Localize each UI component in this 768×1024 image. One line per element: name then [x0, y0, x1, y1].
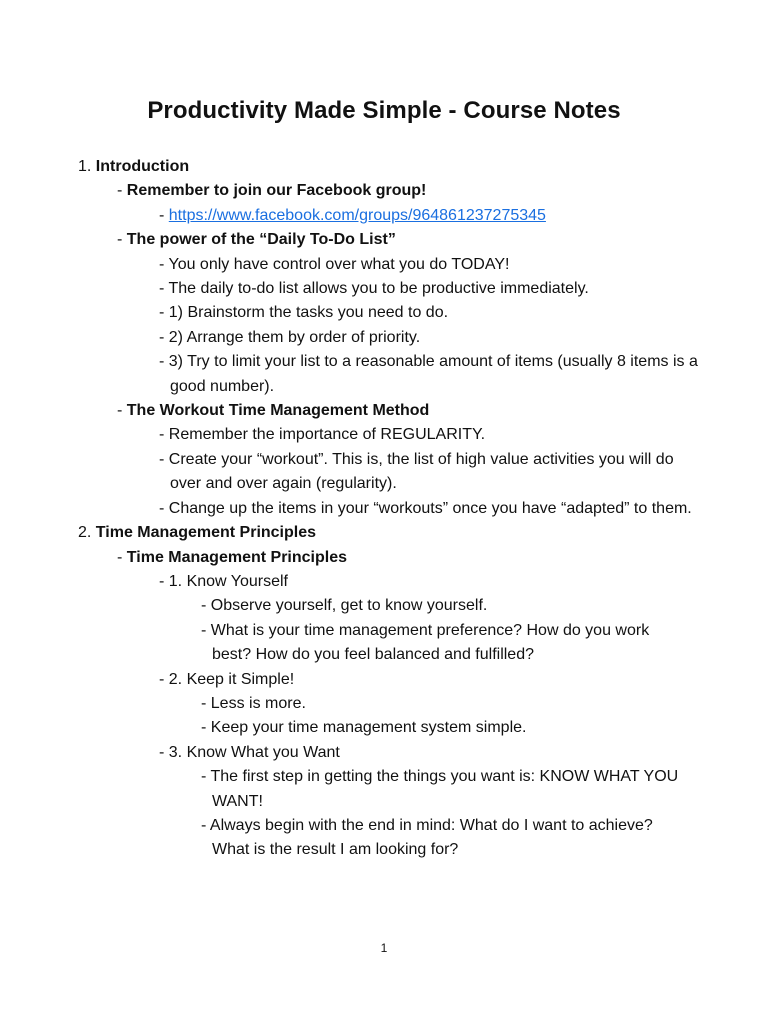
list-item-text: Less is more.: [210, 694, 306, 712]
dash: -: [159, 328, 169, 346]
list-item-text: You only have control over what you do TODAY!: [168, 255, 510, 273]
principle-heading: [159, 570, 700, 594]
list-item-text: Remember the importance of REGULARITY.: [168, 426, 486, 444]
list-item-text: Create your “workout”. This is, the list of high value activities you will do over and over again (regularity).: [168, 450, 674, 493]
list-item-text: Change up the items in your “workouts” once you have “adapted” to them.: [168, 499, 692, 517]
subsection-title: Remember to join our Facebook group!: [126, 182, 427, 200]
list-item: [159, 350, 700, 399]
subsection-facebook-heading: [117, 179, 768, 203]
subsection-todo-heading: [117, 228, 768, 252]
list-item-text: 1) Brainstorm the tasks you need to do.: [168, 304, 449, 322]
list-item-text: Always begin with the end in mind: What do I want to achieve? What is the result I am looking for?: [209, 816, 653, 859]
dash: -: [201, 597, 211, 615]
list-item: [159, 301, 700, 325]
list-item: [159, 448, 700, 497]
list-item: [159, 326, 700, 350]
list-item: [201, 619, 692, 668]
principle-heading: [159, 668, 700, 692]
list-item-text: The first step in getting the things you want is: KNOW WHAT YOU WANT!: [210, 768, 679, 810]
dash: -: [159, 280, 169, 298]
section-number: 2.: [78, 524, 96, 542]
list-item-text: 3) Try to limit your list to a reasonable amount of items (usually 8 items is a good number).: [168, 353, 698, 395]
dash: -: [159, 450, 169, 468]
dash: -: [201, 768, 211, 786]
principle-title: 1. Know Yourself: [168, 572, 288, 590]
dash: -: [159, 255, 169, 273]
list-item-text: The daily to-do list allows you to be productive immediately.: [168, 280, 589, 298]
list-item: [159, 253, 700, 277]
dash: -: [159, 206, 169, 224]
section-2-heading: [78, 521, 768, 545]
list-item: [159, 277, 700, 301]
list-item-text: What is your time management preference? How do you work best? How do you feel balanced and fulfilled?: [210, 621, 650, 664]
dash: -: [159, 670, 169, 688]
section-title: Time Management Principles: [95, 524, 317, 542]
subsection-principles-heading: [117, 546, 768, 570]
list-item: [201, 765, 692, 814]
subsection-title: Time Management Principles: [126, 548, 347, 566]
principle-heading: [159, 741, 700, 765]
dash: -: [159, 353, 169, 371]
dash: -: [159, 426, 169, 444]
list-item: [201, 814, 692, 863]
list-item: [201, 594, 692, 618]
dash: -: [201, 719, 211, 737]
section-1-heading: [78, 155, 768, 179]
principle-title: 2. Keep it Simple!: [168, 670, 295, 688]
subsection-title: The power of the “Daily To-Do List”: [126, 231, 396, 249]
page-title: Productivity Made Simple - Course Notes: [147, 97, 621, 124]
subsection-workout-heading: [117, 399, 768, 423]
section-title: Introduction: [95, 158, 190, 175]
list-item: [159, 204, 689, 228]
dash: -: [117, 548, 127, 566]
list-item: [159, 497, 700, 521]
dash: -: [117, 182, 127, 200]
facebook-group-link[interactable]: https://www.facebook.com/groups/964861237275345: [168, 206, 546, 224]
subsection-title: The Workout Time Management Method: [126, 402, 430, 420]
principle-title: 3. Know What you Want: [168, 743, 340, 761]
course-outline: [0, 155, 768, 863]
dash: -: [159, 499, 169, 517]
dash: -: [159, 743, 169, 761]
section-number: 1.: [78, 158, 96, 175]
list-item-text: Keep your time management system simple.: [210, 719, 527, 737]
list-item: [159, 423, 700, 447]
dash: -: [201, 816, 210, 834]
page-number: 1: [380, 941, 388, 955]
dash: -: [117, 402, 127, 420]
list-item-text: 2) Arrange them by order of priority.: [168, 328, 421, 346]
dash: -: [159, 304, 169, 322]
dash: -: [201, 621, 211, 639]
list-item: [201, 692, 692, 716]
list-item: [201, 716, 692, 740]
dash: -: [159, 572, 169, 590]
dash: -: [201, 694, 211, 712]
dash: -: [117, 231, 127, 249]
list-item-text: Observe yourself, get to know yourself.: [210, 597, 488, 615]
